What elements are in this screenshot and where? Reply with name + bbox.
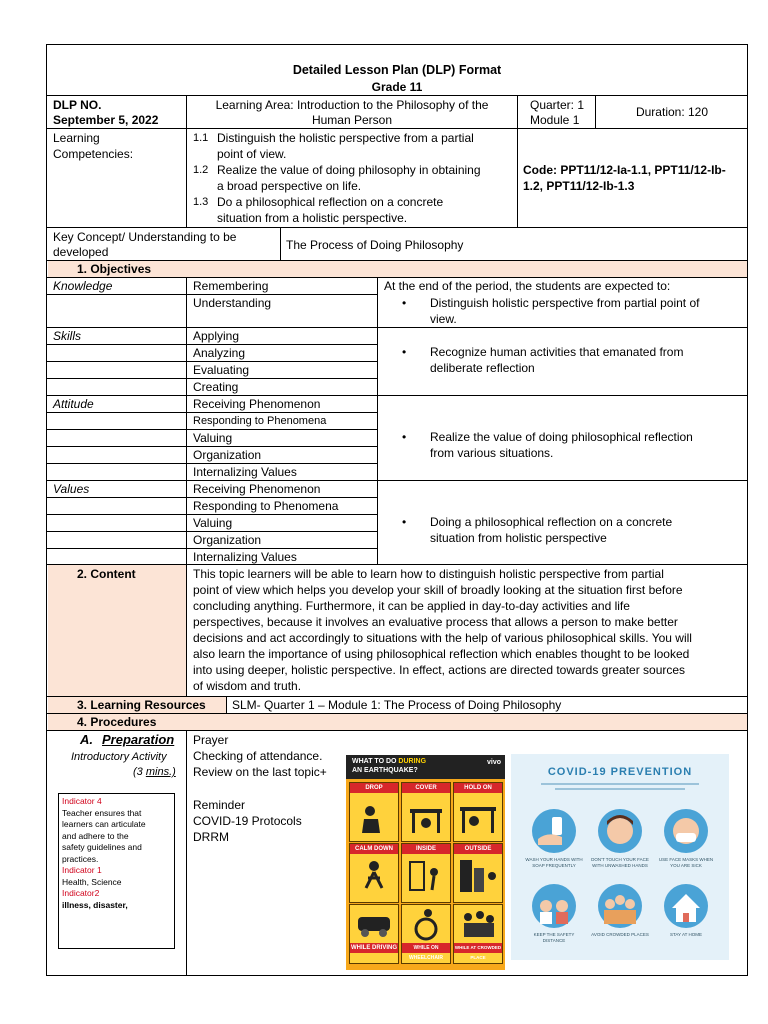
- knowledge-label: Knowledge: [53, 279, 113, 293]
- indicator-4-text: learners can articulate: [62, 819, 146, 829]
- covid-prevention-poster: [511, 754, 729, 960]
- quake-tip-outside: OUTSIDE: [453, 843, 503, 903]
- competency-code-line1: Code: PPT11/12-Ia-1.1, PPT11/12-Ib-: [523, 163, 726, 177]
- attitude-objective: • Realize the value of doing philosophical reflection from various situations.: [430, 429, 693, 461]
- dlp-number-label: DLP NO.: [53, 98, 102, 112]
- quarter-label: Quarter: 1: [530, 98, 585, 112]
- learning-area-line2: Human Person: [311, 113, 393, 127]
- document-title: Detailed Lesson Plan (DLP) Format: [292, 63, 502, 77]
- preparation-title: Preparation: [102, 732, 175, 747]
- domain-level: Responding to Phenomena: [193, 415, 327, 427]
- covid-caption: STAY AT HOME: [669, 932, 703, 937]
- values-objective: • Doing a philosophical reflection on a concrete situation from holistic perspective: [430, 514, 672, 546]
- indicator-4-text: safety guidelines and: [62, 842, 142, 852]
- quake-tip-inside: INSIDE: [401, 843, 451, 903]
- covid-caption: KEEP THE SAFETY DISTANCE: [533, 932, 575, 943]
- content-heading: 2. Content: [77, 567, 136, 581]
- indicator-4-text: and adhere to the: [62, 830, 129, 841]
- domain-level: Understanding: [193, 296, 272, 310]
- activity-item: DRRM: [193, 830, 229, 844]
- activity-item: Reminder: [193, 798, 246, 812]
- quake-tip-while-driving: WHILE DRIVING: [349, 904, 399, 964]
- indicator-2-text: illness, disaster,: [62, 899, 128, 910]
- indicator-4-text: Teacher ensures that: [62, 807, 142, 818]
- competency-text: Do a philosophical reflection on a concrete: [217, 195, 444, 209]
- skills-objective: • Recognize human activities that emanated from deliberate reflection: [430, 344, 683, 376]
- earthquake-poster-header: WHAT TO DO DURING AN EARTHQUAKE? vivo: [346, 755, 505, 779]
- covid-caption: USE FACE MASKS WHEN YOU ARE SICK: [658, 857, 714, 868]
- competency-number: 1.3: [193, 196, 209, 208]
- face-mask-illustration: [664, 809, 708, 853]
- domain-level: Organization: [193, 533, 262, 547]
- activity-item: Review on the last topic+: [193, 765, 327, 779]
- lesson-date: September 5, 2022: [53, 113, 159, 127]
- covid-caption: AVOID CROWDED PLACES: [591, 932, 649, 937]
- indicator-4-title: Indicator 4: [62, 796, 102, 806]
- learning-area-line1: Learning Area: Introduction to the Philosophy of the: [215, 98, 489, 112]
- domain-level: Applying: [193, 329, 240, 343]
- indicator-1-title: Indicator 1: [62, 865, 102, 875]
- competency-code-line2: 1.2, PPT11/12-Ib-1.3: [523, 179, 635, 193]
- competency-text: situation from a holistic perspective.: [217, 211, 408, 225]
- dont-touch-face-illustration: [598, 809, 642, 853]
- activity-item: Checking of attendance.: [193, 749, 323, 763]
- domain-level: Remembering: [193, 279, 269, 293]
- quake-tip-while-on-wheelchair: WHILE ON WHEELCHAIR: [401, 904, 451, 964]
- indicator-2-title: Indicator2: [62, 888, 100, 898]
- covid-subtitle-text-lines: [541, 782, 699, 792]
- indicator-1-text: Health, Science: [62, 876, 122, 887]
- duration-label: Duration: 120: [635, 105, 709, 119]
- preparation-letter: A.: [80, 732, 93, 747]
- competency-text: Realize the value of doing philosophy in obtaining: [217, 163, 481, 177]
- activity-item: COVID-19 Protocols: [193, 814, 302, 828]
- domain-level: Valuing: [193, 431, 233, 445]
- objectives-intro: At the end of the period, the students are expected to:: [384, 279, 671, 293]
- competency-text: Distinguish the holistic perspective from a partial: [217, 131, 474, 145]
- quake-tip-drop: DROP: [349, 782, 399, 842]
- domain-level: Receiving Phenomenon: [193, 397, 321, 411]
- domain-level: Organization: [193, 448, 262, 462]
- domain-level: Responding to Phenomena: [193, 499, 339, 513]
- resources-value: SLM- Quarter 1 – Module 1: The Process of Doing Philosophy: [232, 698, 562, 712]
- activity-time: (3 mins.): [133, 766, 176, 778]
- avoid-crowds-illustration: [598, 884, 642, 928]
- wash-hands-illustration: [532, 809, 576, 853]
- key-concept-label-line2: developed: [53, 245, 109, 259]
- knowledge-objective: • Distinguish holistic perspective from partial point of view.: [430, 295, 699, 327]
- domain-level: Creating: [193, 380, 239, 394]
- competency-text: point of view.: [217, 147, 287, 161]
- domain-level: Evaluating: [193, 363, 250, 377]
- competency-number: 1.1: [193, 132, 209, 144]
- introductory-activity-label: Introductory Activity: [71, 751, 167, 763]
- indicator-box: [58, 793, 175, 949]
- domain-level: Valuing: [193, 516, 233, 530]
- domain-level: Receiving Phenomenon: [193, 482, 321, 496]
- objectives-heading: 1. Objectives: [77, 262, 152, 276]
- quake-tip-while-at-crowded-place: WHILE AT CROWDED PLACE: [453, 904, 503, 964]
- vivo-logo: vivo: [486, 759, 501, 766]
- resources-heading: 3. Learning Resources: [77, 698, 206, 712]
- activity-item: Prayer: [193, 733, 229, 747]
- covid-poster-title: COVID-19 PREVENTION: [547, 766, 693, 778]
- stay-home-illustration: [664, 884, 708, 928]
- domain-level: Internalizing Values: [193, 465, 297, 479]
- quake-tip-hold-on: HOLD ON: [453, 782, 503, 842]
- domain-level: Internalizing Values: [193, 550, 297, 564]
- competencies-label-line1: Learning: [53, 131, 100, 145]
- key-concept-label-line1: Key Concept/ Understanding to be: [53, 230, 237, 244]
- skills-label: Skills: [53, 329, 82, 343]
- grade-label: Grade 11: [371, 80, 423, 94]
- competency-number: 1.2: [193, 164, 209, 176]
- quake-tip-calm-down: CALM DOWN: [349, 843, 399, 903]
- domain-level: Analyzing: [193, 346, 246, 360]
- quake-tip-cover: COVER: [401, 782, 451, 842]
- safety-distance-illustration: [532, 884, 576, 928]
- competencies-label-line2: Competencies:: [53, 147, 134, 161]
- indicator-4-text: practices.: [62, 853, 99, 864]
- key-concept-value: The Process of Doing Philosophy: [286, 238, 464, 252]
- competency-text: a broad perspective on life.: [217, 179, 362, 193]
- module-label: Module 1: [530, 113, 580, 127]
- covid-caption: DON'T TOUCH YOUR FACE WITH UNWASHED HANDS: [591, 857, 649, 868]
- earthquake-poster: [346, 755, 505, 970]
- procedures-heading: 4. Procedures: [77, 715, 157, 729]
- attitude-label: Attitude: [53, 397, 94, 411]
- covid-caption: WASH YOUR HANDS WITH SOAP FREQUENTLY: [525, 857, 583, 868]
- content-paragraph: This topic learners will be able to learn how to distinguish holistic perspective from partial point of view which helps you develop your skill of broadly looking at the situation first before concluding anything. Furthermore, it can be applied in day-to-day activities and life perspectives, because it involves an evaluative process that allows a person to make better decisions and act accordingly to situations with the help of various philosophical skills. You will also learn the importance of using philosophical reflection which enables thought to be looked into using deeper, holistic perspective. In effect, actions are directed towards greater sources of wisdom and truth.: [193, 567, 692, 693]
- values-label: Values: [53, 482, 90, 496]
